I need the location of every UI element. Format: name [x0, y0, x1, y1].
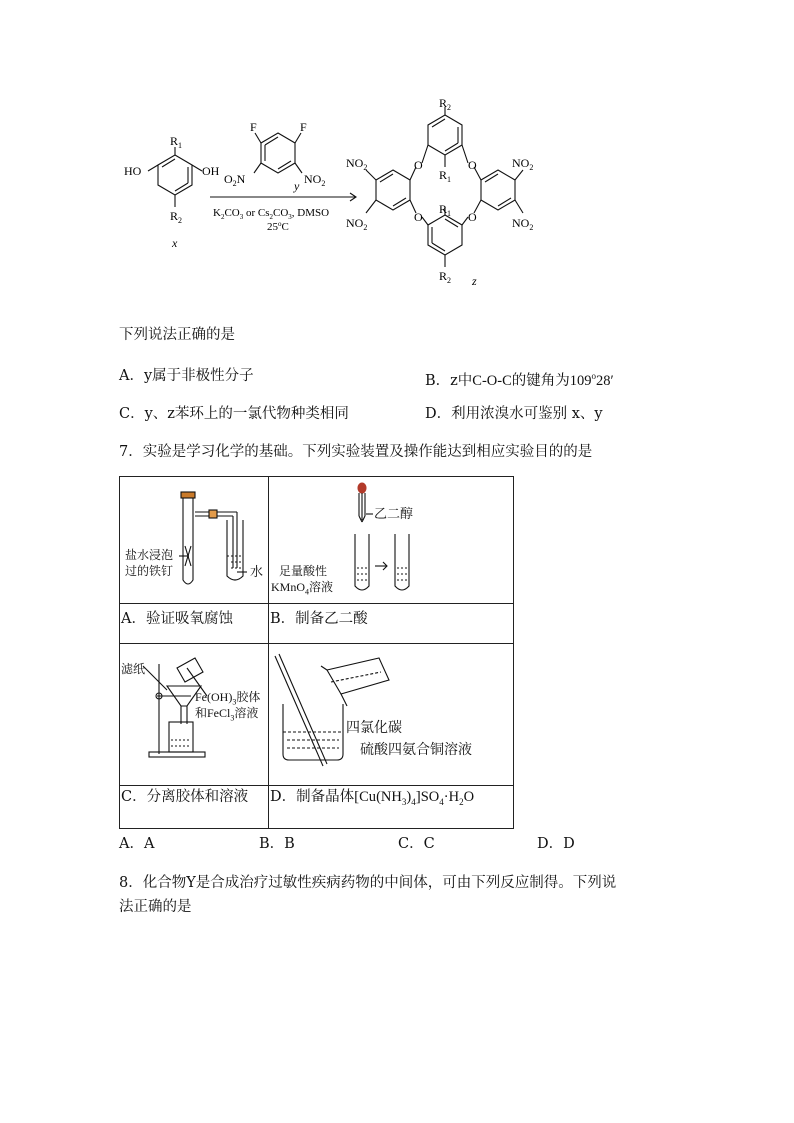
label-r1-z-top: $R_1$ [439, 168, 452, 184]
apparatus-c-caption: C．分离胶体和溶液 [121, 789, 249, 805]
q7-apparatus-table [119, 476, 514, 828]
label-f-left: F [250, 120, 257, 134]
label-x: x [172, 236, 178, 250]
apparatus-c-label-filter: 滤纸 [121, 662, 146, 676]
label-o-4: O [468, 210, 477, 224]
apparatus-a-label-nail-1: 盐水浸泡 [125, 548, 174, 562]
apparatus-d-label-complex-solution: 硫酸四氨合铜溶液 [360, 742, 472, 758]
label-r2-x: $R_2$ [170, 209, 183, 225]
label-r1-z-bottom: $R_1$ [439, 202, 452, 218]
label-r2-z-top: $R_2$ [439, 96, 452, 112]
q6-option-a: A．y属于非极性分子 [119, 368, 254, 384]
label-no2-z-2: $NO_2$ [346, 216, 368, 232]
ring-y [261, 133, 295, 173]
ring-x [158, 155, 192, 195]
q8-stem-line1: 8．化合物Y是合成治疗过敏性疾病药物的中间体，可由下列反应制得。下列说 [119, 875, 617, 891]
q7-answer-c: C．C [398, 836, 435, 852]
apparatus-b-label-reagent: 乙二醇 [374, 507, 414, 522]
apparatus-a-caption: A．验证吸氧腐蚀 [121, 611, 233, 627]
q7-answer-b: B．B [259, 836, 295, 852]
q7-stem: 7．实验是学习化学的基础。下列实验装置及操作能达到相应实验目的的是 [119, 444, 593, 460]
label-o-1: O [414, 158, 423, 172]
label-r2-z-bottom: $R_2$ [439, 269, 452, 285]
apparatus-b-caption: B．制备乙二酸 [270, 611, 368, 627]
label-f-right: F [300, 120, 307, 134]
q6-option-b: B．z中C-O-C的键角为109$^o$28′ [425, 371, 614, 389]
apparatus-b-label-oxidant-2: KMnO$_4$溶液 [271, 580, 334, 597]
q7-answer-a: A．A [119, 836, 155, 852]
label-oh: OH [202, 164, 220, 178]
label-y: y [294, 179, 300, 193]
q6-stem: 下列说法正确的是 [119, 327, 235, 343]
label-o2n-y: $O_2N$ [224, 172, 246, 188]
apparatus-c-label-solution: 和FeCl$_3$溶液 [195, 706, 259, 723]
apparatus-d-label-ccl4: 四氯化碳 [346, 720, 402, 736]
apparatus-d-caption: D．制备晶体$[Cu(NH_3)_4]SO_4\cdot H_2O$ [270, 789, 475, 807]
reaction-condition-temp: 25$^o$C [267, 220, 289, 233]
reaction-condition-base: $K_2CO_3$ or $Cs_2CO_3$, DMSO [213, 207, 330, 221]
apparatus-a-label-nail-2: 过的铁钉 [125, 564, 174, 578]
apparatus-c-label-colloid: $Fe(OH)_3$胶体 [195, 690, 261, 707]
label-o-2: O [468, 158, 477, 172]
q8-stem-line2: 法正确的是 [119, 899, 192, 915]
reaction-scheme [110, 95, 570, 295]
label-ho: HO [124, 164, 142, 178]
label-no2-z-4: $NO_2$ [512, 216, 534, 232]
label-r1-x: $R_1$ [170, 134, 183, 150]
label-o-3: O [414, 210, 423, 224]
apparatus-d-crystallization [269, 644, 513, 785]
q6-option-c: C．y、z苯环上的一氯代物种类相同 [119, 406, 349, 422]
apparatus-a-label-water: 水 [250, 565, 264, 580]
label-no2-z-1: $NO_2$ [346, 156, 368, 172]
apparatus-a-oxygen-corrosion [119, 476, 268, 603]
label-no2-z-3: $NO_2$ [512, 156, 534, 172]
q7-answer-d: D．D [537, 836, 575, 852]
label-z: z [472, 274, 477, 288]
apparatus-b-label-oxidant-1: 足量酸性 [279, 564, 328, 578]
q6-option-d: D．利用浓溴水可鉴别 x、y [425, 406, 603, 422]
label-no2-y: $NO_2$ [304, 172, 326, 188]
